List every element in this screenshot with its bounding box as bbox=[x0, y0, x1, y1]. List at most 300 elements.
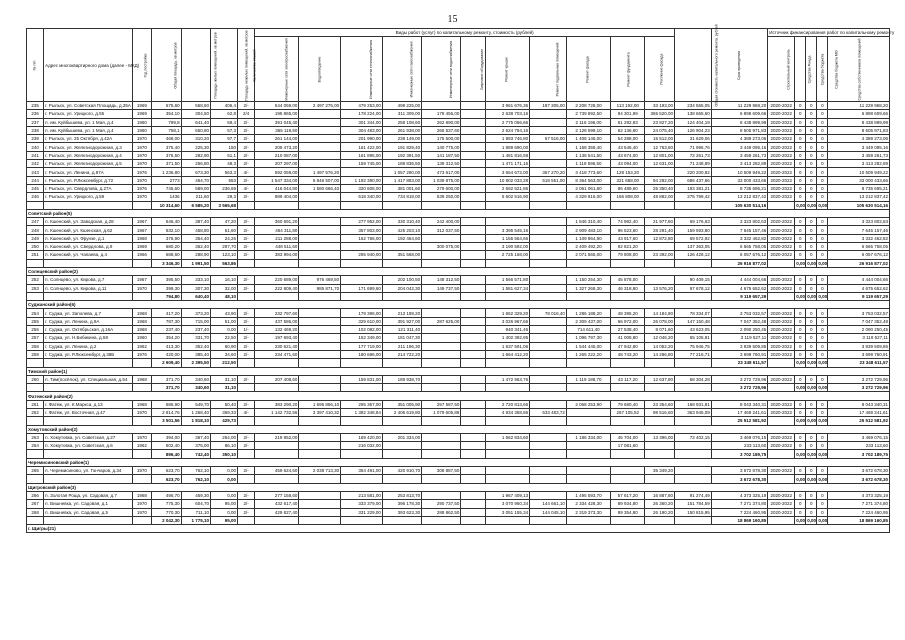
cell-gs: 393 623,30 bbox=[382, 508, 421, 516]
cell-nonliv: 0,00 bbox=[211, 326, 238, 334]
cell-blank bbox=[530, 475, 567, 483]
cell-blank bbox=[530, 384, 567, 392]
cell-rf: 1 471 171,16 bbox=[485, 160, 529, 168]
cell-ws bbox=[422, 334, 461, 342]
cell-f3: 0 bbox=[817, 500, 828, 508]
cell-f1: 0 bbox=[795, 334, 806, 342]
cell-term: 2020-2022 bbox=[768, 118, 795, 126]
cell-own: 3 449 095,16 bbox=[828, 143, 890, 151]
cell-ins: 12 631,00 bbox=[645, 160, 675, 168]
cell-f1: 0 bbox=[795, 168, 806, 176]
cell-blank bbox=[255, 259, 299, 267]
cell-el: 132 469,20 bbox=[255, 326, 299, 334]
header-funding-group: Источник финансирования работ по капитальному ремонту bbox=[769, 30, 895, 35]
cell-ws bbox=[422, 309, 461, 317]
cell-area: 675,60 bbox=[152, 102, 181, 110]
header-lift: Лифтовое оборудование bbox=[461, 37, 486, 102]
cell-term: 2020-2022 bbox=[768, 126, 795, 134]
cell-fl: 4/- bbox=[238, 184, 255, 192]
cell-f3: 0 bbox=[817, 408, 828, 416]
cell-liv: 340,60 bbox=[181, 375, 210, 383]
cell-rf: 2 692 521,86 bbox=[485, 184, 529, 192]
total-budget-mo: 0,00 bbox=[818, 476, 828, 482]
cell-bs bbox=[530, 433, 567, 441]
cell-f1: 0 bbox=[795, 102, 806, 110]
cell-address: п. Тим(посёлок), ул. Специальная, д.54 bbox=[44, 375, 132, 383]
cell-term: 2020-2022 bbox=[768, 276, 795, 284]
cell-address: п. Кшенский, ул. Фрунзе, д.1 bbox=[44, 234, 132, 242]
cell-nonliv: 51,00 bbox=[211, 317, 238, 325]
cell-gs: 420 910,70 bbox=[382, 467, 421, 475]
cell-total: 13 212 837,42 bbox=[711, 193, 767, 201]
cell-lf bbox=[461, 135, 486, 143]
cell-blank bbox=[132, 292, 152, 300]
cell-el: 230 621,40 bbox=[255, 342, 299, 350]
cell-address: г. Рыльск, ул. Железнодорожная, д.3 bbox=[44, 143, 132, 151]
cell-lf bbox=[461, 118, 486, 126]
table-row bbox=[27, 317, 890, 325]
cell-bs bbox=[530, 118, 567, 126]
cell-blank bbox=[299, 417, 341, 425]
header-owners: Средства собственников помещений bbox=[828, 37, 890, 102]
cell-rf: 1 967 409,13 bbox=[485, 491, 529, 499]
cell-blank bbox=[461, 516, 486, 524]
capital-repair-table-sheet bbox=[26, 24, 895, 638]
cell-nonliv: 236,69 bbox=[211, 184, 238, 192]
cell-rf bbox=[485, 467, 529, 475]
table-row bbox=[27, 168, 890, 176]
cell-f3: 0 bbox=[817, 491, 828, 499]
cell-blank bbox=[341, 384, 383, 392]
cell-f2: 0 bbox=[806, 276, 817, 284]
cell-el: 416 044,80 bbox=[255, 184, 299, 192]
cell-dr bbox=[299, 326, 341, 334]
cell-area: 395,50 bbox=[152, 276, 181, 284]
cell-blank bbox=[461, 292, 486, 300]
cell-own: 3 413 282,89 bbox=[828, 160, 890, 168]
cell-total: 2 090 250,45 bbox=[711, 326, 767, 334]
cell-blank bbox=[299, 475, 341, 483]
cell-gs: 214 722,20 bbox=[382, 350, 421, 358]
cell-bs bbox=[530, 243, 567, 251]
header-address: Адрес многоквартирного дома (далее - МКД) bbox=[44, 29, 132, 102]
cell-lf bbox=[461, 317, 486, 325]
cell-bs: 367 270,20 bbox=[530, 168, 567, 176]
cell-rf: 4 934 368,86 bbox=[485, 408, 529, 416]
cell-f2: 0 bbox=[806, 467, 817, 475]
total-nonliving-area: 563,86 bbox=[211, 259, 238, 267]
cell-term: 2020-2022 bbox=[768, 110, 795, 118]
cell-f3: 0 bbox=[817, 276, 828, 284]
cell-nonliv: 50,40 bbox=[211, 400, 238, 408]
cell-fl: 2/4 bbox=[238, 110, 255, 118]
cell-f2: 0 bbox=[806, 350, 817, 358]
cell-blank bbox=[255, 475, 299, 483]
total-budget: 0,00 bbox=[807, 476, 817, 482]
cell-gs: 211 196,30 bbox=[382, 342, 421, 350]
cell-nonliv: 86,10 bbox=[211, 442, 238, 450]
cell-blank bbox=[27, 475, 44, 483]
cell-term: 2020-2022 bbox=[768, 143, 795, 151]
cell-bs bbox=[530, 234, 567, 242]
cell-blank bbox=[530, 417, 567, 425]
cell-lf bbox=[461, 467, 486, 475]
cell-no: 236 bbox=[27, 110, 44, 118]
cell-el: 222 809,40 bbox=[255, 284, 299, 292]
cell-f2: 0 bbox=[806, 491, 817, 499]
section-title: Черемисиновский район(1) bbox=[27, 458, 890, 466]
cell-liv: 387,40 bbox=[181, 218, 210, 226]
cell-ht: 171 699,60 bbox=[341, 284, 383, 292]
cell-no: 245 bbox=[27, 184, 44, 192]
cell-address: п. Черемисиново, ул. Гончаров, д.34 bbox=[44, 467, 132, 475]
cell-rf: 1 893 746,80 bbox=[485, 135, 529, 143]
cell-ht: 213 581,00 bbox=[341, 491, 383, 499]
cell-ins: 15 512,00 bbox=[645, 135, 675, 143]
cell-nonliv: 406,4 bbox=[211, 102, 238, 110]
cell-blank bbox=[645, 516, 675, 524]
cell-dr: 2 038 713,30 bbox=[299, 467, 341, 475]
section-title: Щигровский район(3) bbox=[27, 483, 890, 491]
total-living-area: 1 775,10 bbox=[181, 516, 210, 524]
cell-no: 238 bbox=[27, 126, 44, 134]
cell-liv: 568,60 bbox=[181, 102, 210, 110]
table-row bbox=[27, 433, 890, 441]
section-header bbox=[27, 483, 890, 491]
cell-fc: 1 408 146,00 bbox=[566, 135, 610, 143]
cell-sc: 31 629,06 bbox=[674, 135, 711, 143]
total-owners: 9 119 657,29 bbox=[828, 292, 890, 300]
cell-f1: 0 bbox=[795, 317, 806, 325]
cell-term: 2020-2022 bbox=[768, 400, 795, 408]
cell-area: 354,10 bbox=[152, 110, 181, 118]
cell-own: 3 119 527,11 bbox=[828, 334, 890, 342]
cell-term: 2020-2022 bbox=[768, 226, 795, 234]
cell-ins: 23 392,00 bbox=[645, 251, 675, 259]
cell-f2: 0 bbox=[806, 243, 817, 251]
cell-bs bbox=[530, 184, 567, 192]
cell-fc: 1 495 593,70 bbox=[566, 491, 610, 499]
cell-f1: 0 bbox=[795, 193, 806, 201]
cell-nonliv: 369,33 bbox=[211, 408, 238, 416]
cell-blank bbox=[768, 384, 795, 392]
cell-nonliv: 29,3 bbox=[211, 193, 238, 201]
total-budget: 0,00 bbox=[807, 517, 817, 523]
cell-blank bbox=[341, 417, 383, 425]
cell-total: 4 675 652,62 bbox=[711, 284, 767, 292]
cell-bs bbox=[530, 400, 567, 408]
cell-total: 8 735 695,21 bbox=[711, 184, 767, 192]
cell-blank bbox=[530, 259, 567, 267]
cell-rf bbox=[485, 442, 529, 450]
cell-blank bbox=[645, 201, 675, 209]
section-header bbox=[27, 367, 890, 375]
cell-nonliv: 59,4 bbox=[211, 118, 238, 126]
cell-lf bbox=[461, 350, 486, 358]
cell-own: 4 389 273,06 bbox=[828, 135, 890, 143]
cell-sc: 193 381,21 bbox=[674, 184, 711, 192]
cell-sc: 72 402,15 bbox=[674, 433, 711, 441]
cell-liv: 604,70 bbox=[181, 500, 210, 508]
cell-sc: 363 945,09 bbox=[674, 408, 711, 416]
cell-gs: 238 149,00 bbox=[382, 135, 421, 143]
total-cost: 3 702 189,75 bbox=[711, 450, 767, 458]
cell-fl: 2/- bbox=[238, 176, 255, 184]
total-living-area: 762,10 bbox=[181, 475, 210, 483]
cell-fn: 48 743,20 bbox=[611, 350, 645, 358]
cell-sc: 126 904,23 bbox=[674, 126, 711, 134]
table-row bbox=[27, 218, 890, 226]
header-living-area: Площадь жилых помещений, кв.метров bbox=[181, 29, 210, 102]
cell-blank bbox=[645, 292, 675, 300]
cell-ht: 161 422,00 bbox=[341, 143, 383, 151]
cell-blank bbox=[44, 292, 132, 300]
cell-blank bbox=[566, 475, 610, 483]
cell-nonliv: 24,26 bbox=[211, 234, 238, 242]
cell-rf: 3 395 545,16 bbox=[485, 226, 529, 234]
cell-ht: 301 344,00 bbox=[341, 118, 383, 126]
header-basement: Ремонт подвальных помещений bbox=[530, 37, 567, 102]
cell-dr bbox=[299, 226, 341, 234]
cell-gs: 204 042,30 bbox=[382, 284, 421, 292]
cell-blank bbox=[461, 384, 486, 392]
total-nonliving-area: 48,10 bbox=[211, 292, 238, 300]
cell-el: 429 827,40 bbox=[255, 508, 299, 516]
cell-f3: 0 bbox=[817, 400, 828, 408]
cell-f2: 0 bbox=[806, 126, 817, 134]
cell-blank bbox=[566, 201, 610, 209]
cell-dr bbox=[299, 193, 341, 201]
cell-blank bbox=[341, 516, 383, 524]
cell-bs bbox=[530, 126, 567, 134]
table-row bbox=[27, 243, 890, 251]
cell-blank bbox=[611, 292, 645, 300]
cell-area: 646,40 bbox=[152, 218, 181, 226]
cell-no: 260 bbox=[27, 375, 44, 383]
cell-fl: 2/- bbox=[238, 467, 255, 475]
cell-el: 207 297,00 bbox=[255, 160, 299, 168]
cell-blank bbox=[461, 450, 486, 458]
cell-f1: 0 bbox=[795, 500, 806, 508]
cell-own: 8 505 971,83 bbox=[828, 126, 890, 134]
cell-term: 2020-2022 bbox=[768, 193, 795, 201]
cell-address: г. Рыльск, ул. Свердлова, д.27А bbox=[44, 184, 132, 192]
total-budget: 0,00 bbox=[807, 260, 817, 266]
section-total-row bbox=[27, 417, 890, 425]
cell-blank bbox=[27, 359, 44, 367]
total-area: 794,80 bbox=[152, 292, 181, 300]
section-total-row bbox=[27, 384, 890, 392]
cell-blank bbox=[382, 475, 421, 483]
cell-dr: 1 695 856,10 bbox=[299, 400, 341, 408]
cell-no: 250 bbox=[27, 243, 44, 251]
cell-ht: 618 340,00 bbox=[341, 193, 383, 201]
cell-nonliv: 97,7 bbox=[211, 135, 238, 143]
table-row bbox=[27, 284, 890, 292]
cell-address: г. Рыльск, ул. Урицкого, д.59 bbox=[44, 193, 132, 201]
cell-area: 680,20 bbox=[152, 243, 181, 251]
cell-no: 255 bbox=[27, 317, 44, 325]
cell-no: 240 bbox=[27, 143, 44, 151]
cell-ws: 178 456,00 bbox=[422, 110, 461, 118]
cell-address: г. Рыльск, ул. Урицкого, д.55 bbox=[44, 110, 132, 118]
cell-year: 1962 bbox=[132, 342, 152, 350]
cell-f2: 0 bbox=[806, 326, 817, 334]
total-nonliving-area: 429,73 bbox=[211, 417, 238, 425]
cell-f3: 0 bbox=[817, 184, 828, 192]
cell-area: 376,90 bbox=[152, 234, 181, 242]
cell-year: 1968 bbox=[132, 375, 152, 383]
section-title: г. Щигры(21) bbox=[27, 525, 890, 533]
cell-rf: 1 155 564,66 bbox=[485, 234, 529, 242]
cell-ins: 26 360,20 bbox=[645, 500, 675, 508]
total-fund: 0,00 bbox=[796, 360, 806, 366]
cell-ins: 21 977,60 bbox=[645, 218, 675, 226]
cell-ws: 308 887,50 bbox=[422, 467, 461, 475]
cell-ins: 24 075,40 bbox=[645, 126, 675, 134]
cell-lf bbox=[461, 168, 486, 176]
cell-fn: 321 668,00 bbox=[611, 176, 645, 184]
cell-ins: 26 190,20 bbox=[645, 508, 675, 516]
cell-total: 8 438 899,99 bbox=[711, 118, 767, 126]
cell-bs bbox=[530, 284, 567, 292]
cell-blank bbox=[611, 516, 645, 524]
cell-ht bbox=[341, 243, 383, 251]
section-title: Фатежский район(2) bbox=[27, 392, 890, 400]
cell-total: 7 645 157,46 bbox=[711, 226, 767, 234]
total-budget-mo: 0,00 bbox=[818, 385, 828, 391]
table-row bbox=[27, 110, 890, 118]
cell-own: 17 469 241,61 bbox=[828, 408, 890, 416]
cell-total: 8 043 340,31 bbox=[711, 400, 767, 408]
cell-ins: 12 046,20 bbox=[645, 334, 675, 342]
cell-gs: 396 178,30 bbox=[382, 500, 421, 508]
cell-blank bbox=[674, 516, 711, 524]
cell-gs: 189 938,70 bbox=[382, 375, 421, 383]
cell-blank bbox=[382, 259, 421, 267]
cell-address: г. Суджа, ул. Р.Люксембург, д.38Б bbox=[44, 350, 132, 358]
cell-total: 6 565 758,05 bbox=[711, 243, 767, 251]
cell-gs: 261 938,00 bbox=[382, 126, 421, 134]
cell-ins bbox=[645, 276, 675, 284]
cell-area: 237,40 bbox=[152, 326, 181, 334]
cell-el: 234 471,60 bbox=[255, 350, 299, 358]
cell-blank bbox=[255, 450, 299, 458]
cell-fn: 45 878,00 bbox=[611, 276, 645, 284]
cell-term: 2020-2022 bbox=[768, 326, 795, 334]
cell-blank bbox=[238, 384, 255, 392]
cell-sc: 65 105,81 bbox=[674, 334, 711, 342]
total-fund: 0,00 bbox=[796, 385, 806, 391]
cell-ws: 288 862,50 bbox=[422, 508, 461, 516]
cell-fc: 2 128 599,10 bbox=[566, 126, 610, 134]
cell-blank bbox=[611, 450, 645, 458]
cell-f2: 0 bbox=[806, 251, 817, 259]
section-header bbox=[27, 392, 890, 400]
cell-total: 3 332 462,82 bbox=[711, 234, 767, 242]
cell-ws: 242 400,00 bbox=[422, 218, 461, 226]
cell-f1: 0 bbox=[795, 234, 806, 242]
cell-sc: 91 274,49 bbox=[674, 491, 711, 499]
cell-nonliv: 51,60 bbox=[211, 226, 238, 234]
cell-own: 8 043 340,31 bbox=[828, 400, 890, 408]
total-cost: 23 348 611,57 bbox=[711, 359, 767, 367]
cell-blank bbox=[674, 359, 711, 367]
cell-blank bbox=[422, 201, 461, 209]
cell-total: 4 444 004,66 bbox=[711, 276, 767, 284]
cell-area: 371,50 bbox=[152, 160, 181, 168]
header-fund: Средства Фонда bbox=[795, 37, 806, 102]
cell-blank bbox=[132, 417, 152, 425]
cell-total: 7 047 352,48 bbox=[711, 317, 767, 325]
cell-year: 1976 bbox=[132, 350, 152, 358]
cell-nonliv: 563,3 bbox=[211, 168, 238, 176]
total-fund: 0,00 bbox=[796, 202, 806, 208]
cell-blank bbox=[341, 450, 383, 458]
cell-sc: 69 176,63 bbox=[674, 218, 711, 226]
cell-blank bbox=[255, 384, 299, 392]
cell-ht: 152 349,00 bbox=[341, 334, 383, 342]
cell-liv: 673,30 bbox=[181, 168, 210, 176]
cell-gs: 258 108,60 bbox=[382, 118, 421, 126]
cell-term: 2020-2022 bbox=[768, 408, 795, 416]
cell-ht bbox=[341, 276, 383, 284]
cell-fc: 714 611,40 bbox=[566, 326, 610, 334]
cell-ins: 8 071,60 bbox=[645, 326, 675, 334]
cell-dr bbox=[299, 110, 341, 118]
cell-area: 413,30 bbox=[152, 342, 181, 350]
cell-liv: 589,00 bbox=[181, 184, 210, 192]
cell-f1: 0 bbox=[795, 350, 806, 358]
cell-own: 11 229 968,20 bbox=[828, 102, 890, 110]
cell-f3: 0 bbox=[817, 350, 828, 358]
total-fund: 0,00 bbox=[796, 517, 806, 523]
total-owners: 26 916 877,02 bbox=[828, 259, 890, 267]
table-row bbox=[27, 118, 890, 126]
cell-blank bbox=[255, 359, 299, 367]
cell-sc: 77 216,71 bbox=[674, 350, 711, 358]
header-gas: Инженерные сети газоснабжения bbox=[382, 37, 421, 102]
total-fund: 0,00 bbox=[796, 476, 806, 482]
cell-fl: 2/- bbox=[238, 491, 255, 499]
cell-f3: 0 bbox=[817, 110, 828, 118]
cell-liv: 211,60 bbox=[181, 193, 210, 201]
cell-blank bbox=[238, 201, 255, 209]
cell-blank bbox=[566, 516, 610, 524]
cell-sc: 147 150,48 bbox=[674, 317, 711, 325]
cell-fl: 2/- bbox=[238, 218, 255, 226]
cell-f2: 0 bbox=[806, 151, 817, 159]
total-budget-mo: 0,00 bbox=[818, 293, 828, 299]
cell-f1: 0 bbox=[795, 151, 806, 159]
cell-fc: 2 068 253,90 bbox=[566, 400, 610, 408]
table-row bbox=[27, 508, 890, 516]
cell-blank bbox=[566, 292, 610, 300]
cell-liv: 373,20 bbox=[181, 309, 210, 317]
cell-fn: 89 354,80 bbox=[611, 508, 645, 516]
cell-fl: 2/- bbox=[238, 350, 255, 358]
cell-gs: 253 813,70 bbox=[382, 491, 421, 499]
cell-dr bbox=[299, 218, 341, 226]
cell-blank bbox=[341, 292, 383, 300]
cell-fc: 2 739 892,50 bbox=[566, 110, 610, 118]
total-living-area: 1 991,50 bbox=[181, 259, 210, 267]
table-row bbox=[27, 342, 890, 350]
cell-dr bbox=[299, 442, 341, 450]
cell-bs bbox=[530, 193, 567, 201]
total-owners: 18 869 160,85 bbox=[828, 516, 890, 524]
cell-el: 1 142 732,56 bbox=[255, 408, 299, 416]
